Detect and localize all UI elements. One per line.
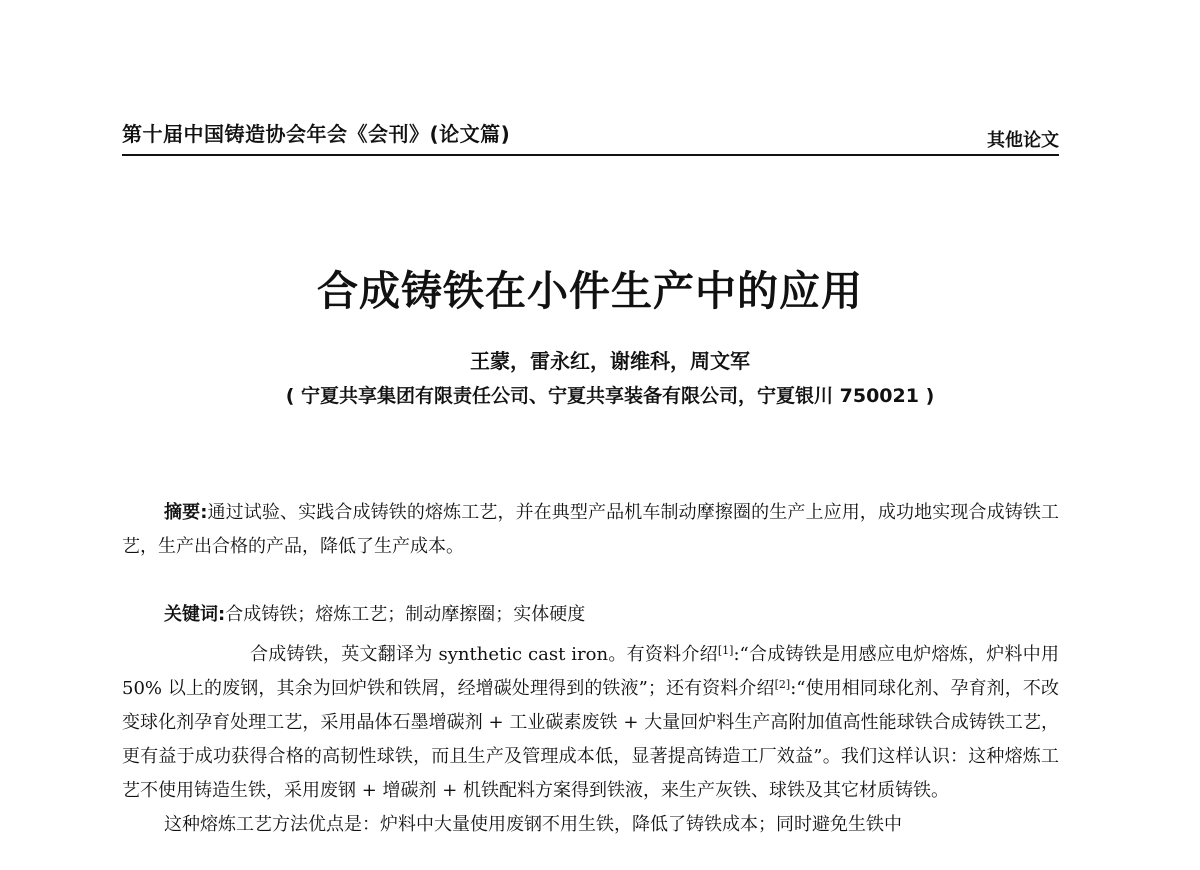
body-paragraph: 这种熔炼工艺方法优点是：炉料中大量使用废钢不用生铁，降低了铸铁成本；同时避免生铁中 <box>164 814 902 835</box>
running-header <box>122 118 1059 156</box>
paper-title: 合成铸铁在小件生产中的应用 <box>317 267 863 315</box>
keywords-text: 合成铸铁；熔炼工艺；制动摩擦圈；实体硬度 <box>225 604 586 625</box>
author-list: 王蒙，雷永红，谢维科，周文军 <box>470 349 750 373</box>
body-text-segment: :“合成铸铁是用感应电炉熔炼，炉料中用 50% 以上的废钢，其余为回炉铁和铁屑，经增碳处理得到的铁液”；还有资料介绍 <box>122 644 1059 699</box>
abstract <box>122 496 1059 564</box>
affiliation: ( 宁夏共享集团有限责任公司、宁夏共享装备有限公司，宁夏银川 750021 ) <box>285 385 935 407</box>
body-text-segment: 合成铸铁，英文翻译为 synthetic cast iron。有资料介绍 <box>250 644 718 665</box>
abstract-label: 摘要: <box>164 502 208 523</box>
keywords <box>164 598 1059 632</box>
citation-ref: [1] <box>717 644 734 657</box>
citation-ref: [2] <box>774 678 791 691</box>
body-text <box>122 638 1059 842</box>
section-name: 其他论文 <box>987 130 1059 151</box>
body-paragraph <box>122 638 1059 808</box>
abstract-text: 通过试验、实践合成铸铁的熔炼工艺，并在典型产品机车制动摩擦圈的生产上应用，成功地实现合成铸铁工艺，生产出合格的产品，降低了生产成本。 <box>122 502 1059 557</box>
keywords-label: 关键词: <box>164 604 226 625</box>
journal-name: 第十届中国铸造协会年会《会刊》(论文篇) <box>122 122 511 146</box>
body-text-segment: :“使用相同球化剂、孕育剂，不改变球化剂孕育处理工艺，采用晶体石墨增碳剂 + 工业碳素废铁 + 大量回炉料生产高附加值高性能球铁合成铸铁工艺，更有益于成功获得合格的高韧性球铁，而且生产及管理成本低，显著提高铸造工厂效益”。我们这样认识：这种熔炼工艺不使用铸造生铁，采用废钢 + 增碳剂 + 机铁配料方案得到铁液，来生产灰铁、球铁及其它材质铸铁。 <box>122 678 1060 801</box>
